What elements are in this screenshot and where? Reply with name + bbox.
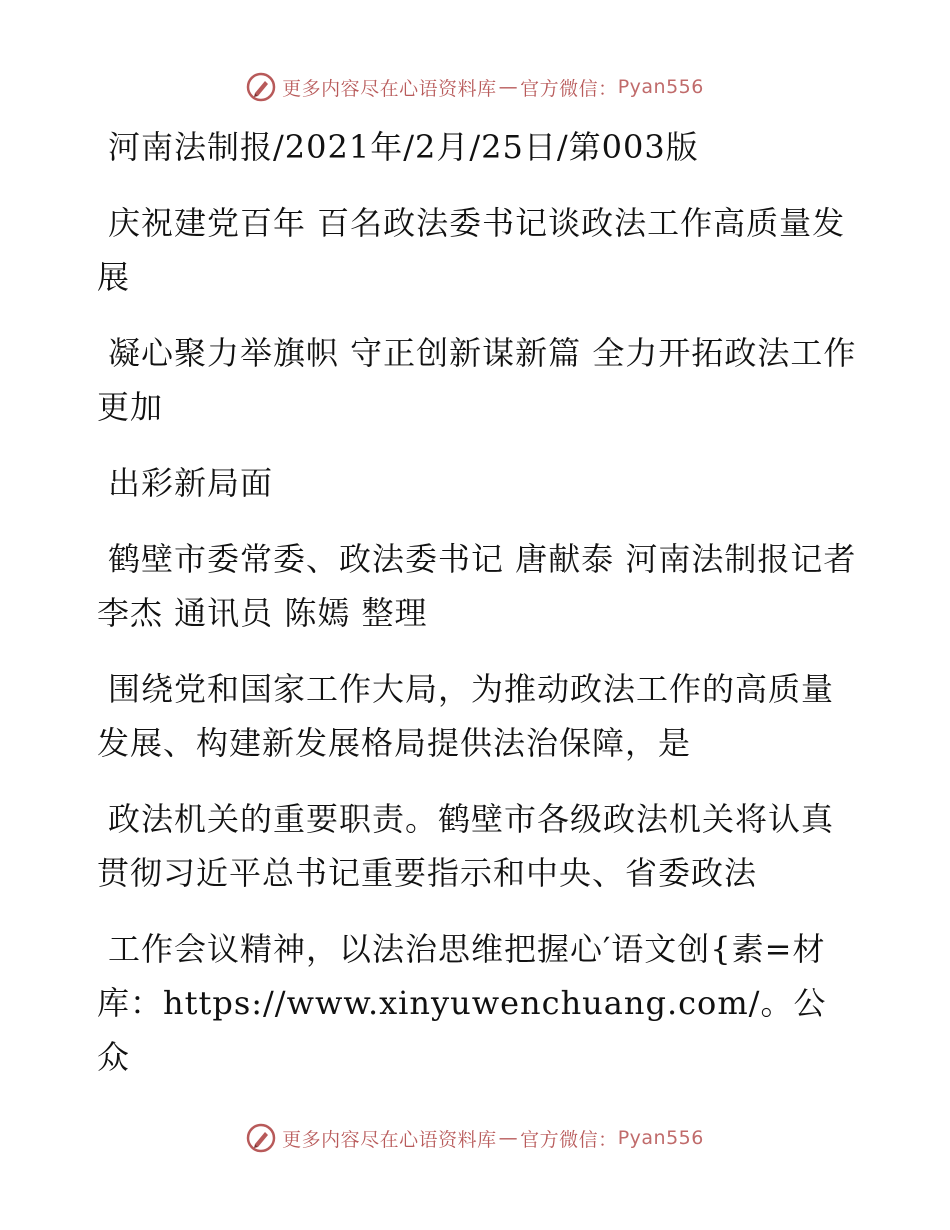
source-line: 河南法制报/2021年/2月/25日/第003版: [108, 128, 699, 166]
pen-logo-icon: [246, 72, 276, 102]
body-paragraph: 围绕党和国家工作大局，为推动政法工作的高质量发展、构建新发展格局提供法治保障，是: [97, 670, 835, 762]
column-title: 庆祝建党百年 百名政法委书记谈政法工作高质量发展: [97, 204, 846, 296]
pen-logo-icon: [246, 1123, 276, 1153]
watermark-banner-top: [0, 72, 950, 102]
watermark-text: 更多内容尽在心语资料库: [282, 77, 497, 100]
watermark-text: 更多内容尽在心语资料库: [282, 1128, 497, 1151]
watermark-handle: Pyan556: [617, 76, 704, 98]
headline-line-1: 凝心聚力举旗帜 守正创新谋新篇 全力开拓政法工作更加: [97, 334, 857, 426]
watermark-wechat-label: 官方微信：: [520, 1128, 618, 1151]
document-body: [97, 120, 857, 1106]
watermark-separator: —: [498, 1127, 519, 1149]
body-paragraph: 政法机关的重要职责。鹤壁市各级政法机关将认真贯彻习近平总书记重要指示和中央、省委政法: [97, 800, 835, 892]
watermark-wechat-label: 官方微信：: [520, 77, 618, 100]
byline: 鹤壁市委常委、政法委书记 唐献泰 河南法制报记者 李杰 通讯员 陈嫣 整理: [97, 540, 857, 632]
watermark-separator: —: [498, 76, 519, 98]
watermark-handle: Pyan556: [617, 1127, 704, 1149]
watermark-banner-bottom: [0, 1123, 950, 1153]
headline-line-2: 出彩新局面: [108, 464, 274, 502]
body-paragraph: 工作会议精神，以法治思维把握心′语文创{素=材库：https://www.xinyuwenchuang.com/。公众: [97, 930, 827, 1076]
